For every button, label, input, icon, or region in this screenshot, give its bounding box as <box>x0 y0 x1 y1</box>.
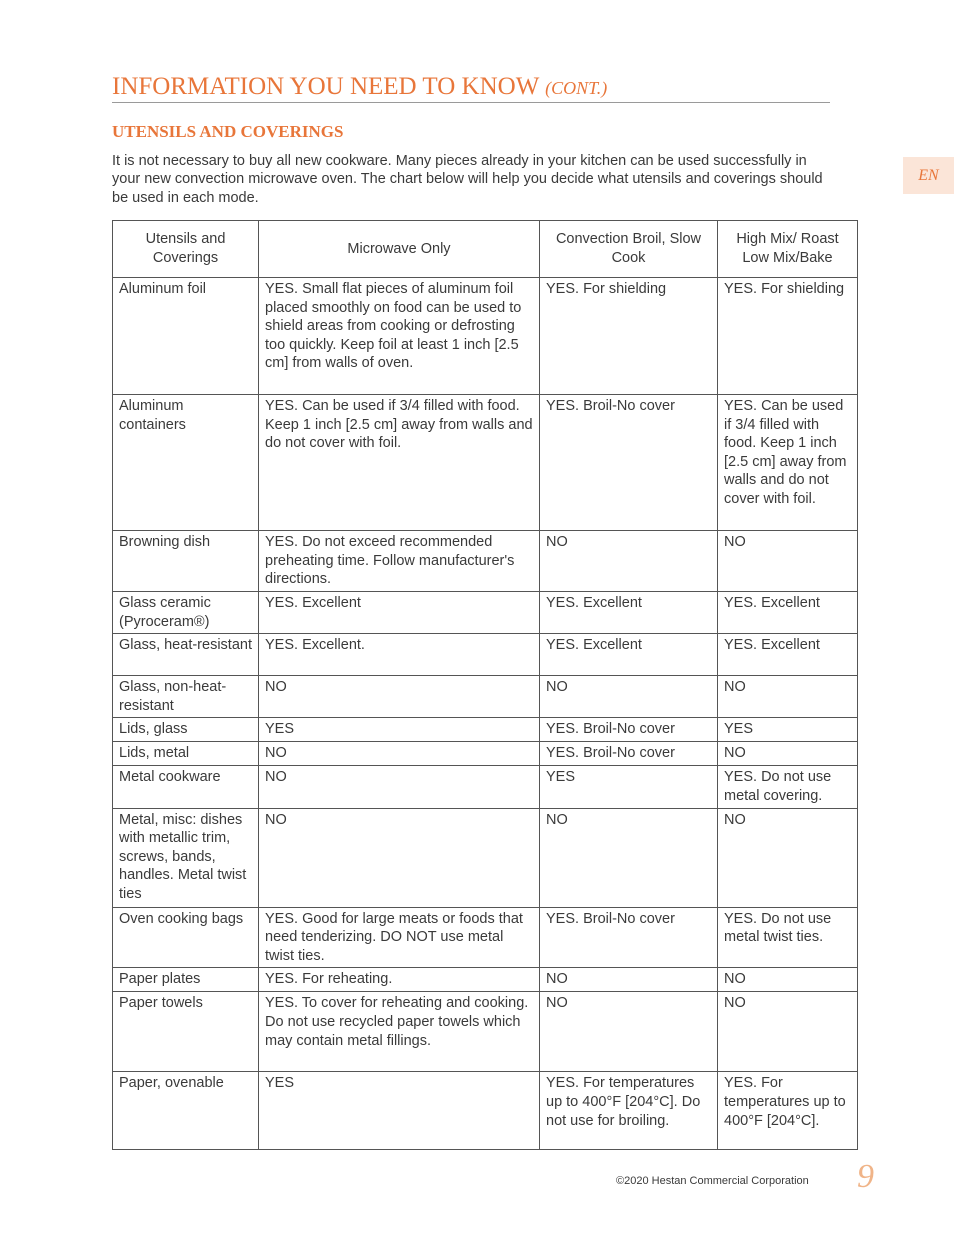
table-cell: YES. Excellent <box>718 592 858 634</box>
utensils-table <box>112 220 858 1150</box>
table-cell-utensil: Lids, glass <box>113 718 259 742</box>
table-cell-utensil: Metal cookware <box>113 766 259 808</box>
table-cell-utensil: Oven cooking bags <box>113 907 259 968</box>
table-row <box>113 742 858 766</box>
table-cell: YES. Do not use metal covering. <box>718 766 858 808</box>
table-cell: YES. Small flat pieces of aluminum foil placed smoothly on food can be used to shield areas from cooking or defrosting too quickly. Keep foil at least 1 inch [2.5 cm] from walls of oven. <box>259 278 540 395</box>
table-row <box>113 808 858 907</box>
table-cell: NO <box>540 676 718 718</box>
table-row <box>113 676 858 718</box>
header-convection-broil: Convection Broil, Slow Cook <box>540 221 718 278</box>
table-cell-utensil: Glass, non-heat-resistant <box>113 676 259 718</box>
table-cell: YES <box>259 718 540 742</box>
table-cell: YES. For temperatures up to 400°F [204°C]. <box>718 1072 858 1150</box>
table-row <box>113 718 858 742</box>
table-cell: YES. Do not use metal twist ties. <box>718 907 858 968</box>
table-cell-utensil: Paper, ovenable <box>113 1072 259 1150</box>
table-row <box>113 907 858 968</box>
table-cell: NO <box>718 992 858 1072</box>
table-cell: YES. Excellent <box>540 634 718 676</box>
table-row <box>113 395 858 531</box>
table-row <box>113 278 858 395</box>
table-cell: YES. Excellent <box>718 634 858 676</box>
page-title-text: INFORMATION YOU NEED TO KNOW <box>112 73 539 100</box>
table-cell: YES. For reheating. <box>259 968 540 992</box>
table-cell-utensil: Paper towels <box>113 992 259 1072</box>
table-cell: NO <box>540 808 718 907</box>
table-cell: YES. To cover for reheating and cooking. Do not use recycled paper towels which may contain metal fillings. <box>259 992 540 1072</box>
table-row <box>113 968 858 992</box>
table-cell: NO <box>259 766 540 808</box>
language-tab: EN <box>903 157 954 194</box>
table-cell: YES <box>718 718 858 742</box>
table-cell: YES. Can be used if 3/4 filled with food. Keep 1 inch [2.5 cm] away from walls and do not cover with foil. <box>718 395 858 531</box>
table-cell: YES <box>259 1072 540 1150</box>
table-cell: NO <box>718 676 858 718</box>
table-cell: YES. Broil-No cover <box>540 718 718 742</box>
table-cell: NO <box>718 968 858 992</box>
table-cell-utensil: Browning dish <box>113 531 259 592</box>
header-microwave-only: Microwave Only <box>259 221 540 278</box>
table-cell-utensil: Paper plates <box>113 968 259 992</box>
table-cell: YES <box>540 766 718 808</box>
table-cell: NO <box>259 808 540 907</box>
table-cell: YES. Broil-No cover <box>540 907 718 968</box>
table-row <box>113 766 858 808</box>
table-row <box>113 634 858 676</box>
table-cell: NO <box>540 992 718 1072</box>
table-cell: YES. Broil-No cover <box>540 395 718 531</box>
table-cell: YES. Do not exceed recommended preheating time. Follow manufacturer's directions. <box>259 531 540 592</box>
table-cell-utensil: Glass ceramic (Pyroceram®) <box>113 592 259 634</box>
table-header-row <box>113 221 858 278</box>
table-row <box>113 1072 858 1150</box>
table-cell-utensil: Aluminum foil <box>113 278 259 395</box>
table-cell-utensil: Lids, metal <box>113 742 259 766</box>
table-cell: YES. For temperatures up to 400°F [204°C]. Do not use for broiling. <box>540 1072 718 1150</box>
table-cell: YES. Can be used if 3/4 filled with food. Keep 1 inch [2.5 cm] away from walls and do not cover with foil. <box>259 395 540 531</box>
copyright: ©2020 Hestan Commercial Corporation <box>616 1175 809 1187</box>
header-utensils: Utensils and Coverings <box>113 221 259 278</box>
section-title: UTENSILS AND COVERINGS <box>112 122 344 141</box>
table-row <box>113 592 858 634</box>
table-cell: YES. Excellent. <box>259 634 540 676</box>
table-cell: NO <box>259 742 540 766</box>
table-cell: NO <box>540 968 718 992</box>
table-cell-utensil: Glass, heat-resistant <box>113 634 259 676</box>
table-cell: NO <box>718 531 858 592</box>
table-cell: YES. Broil-No cover <box>540 742 718 766</box>
table-cell-utensil: Metal, misc: dishes with metallic trim, screws, bands, handles. Metal twist ties <box>113 808 259 907</box>
table-cell: NO <box>540 531 718 592</box>
intro-paragraph: It is not necessary to buy all new cookware. Many pieces already in your kitchen can be used successfully in your new convection microwave oven. The chart below will help you decide what utensils and coverings should be used in each mode. <box>112 153 823 206</box>
table-cell: NO <box>718 742 858 766</box>
page-title <box>112 72 830 103</box>
table-row <box>113 531 858 592</box>
table-row <box>113 992 858 1072</box>
table-cell: YES. For shielding <box>540 278 718 395</box>
table-cell: NO <box>718 808 858 907</box>
table-cell: NO <box>259 676 540 718</box>
page-number: 9 <box>857 1158 874 1195</box>
table-cell: YES. Excellent <box>540 592 718 634</box>
table-cell: YES. Good for large meats or foods that need tenderizing. DO NOT use metal twist ties. <box>259 907 540 968</box>
table-cell: YES. For shielding <box>718 278 858 395</box>
header-high-mix-roast: High Mix/ Roast Low Mix/Bake <box>718 221 858 278</box>
table-cell-utensil: Aluminum containers <box>113 395 259 531</box>
page-title-suffix: (CONT.) <box>545 78 608 98</box>
table-cell: YES. Excellent <box>259 592 540 634</box>
